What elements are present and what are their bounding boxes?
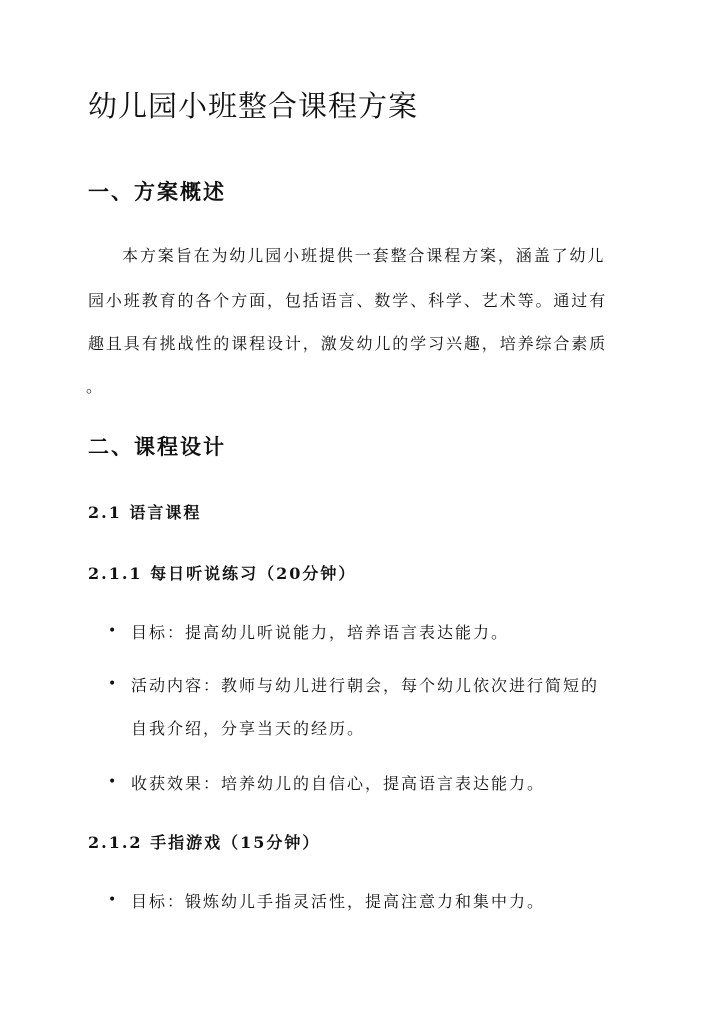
paragraph-line-4: 。 — [86, 377, 104, 396]
bullet-goal: 目标：提高幼儿听说能力，培养语言表达能力。 — [131, 623, 510, 642]
bullet-outcome: 收获效果：培养幼儿的自信心，提高语言表达能力。 — [131, 774, 546, 793]
section-heading-course-design: 二、课程设计 — [88, 434, 226, 459]
item-heading-listening-speaking: 2.1.1 每日听说练习（20分钟） — [88, 564, 357, 583]
bullet-icon: • — [108, 623, 117, 639]
document-title: 幼儿园小班整合课程方案 — [88, 89, 419, 123]
item-heading-finger-games: 2.1.2 手指游戏（15分钟） — [88, 833, 321, 852]
bullet-icon: • — [108, 892, 117, 908]
bullet-icon: • — [108, 676, 117, 692]
paragraph-line-3: 趣且具有挑战性的课程设计，激发幼儿的学习兴趣，培养综合素质 — [88, 334, 608, 353]
subsection-heading-language: 2.1 语言课程 — [88, 503, 202, 522]
bullet-finger-goal: 目标：锻炼幼儿手指灵活性，提高注意力和集中力。 — [131, 892, 546, 911]
bullet-activity-continued: 自我介绍，分享当天的经历。 — [131, 719, 366, 738]
bullet-icon: • — [108, 774, 117, 790]
paragraph-line-2: 园小班教育的各个方面，包括语言、数学、科学、艺术等。通过有 — [88, 291, 608, 310]
bullet-activity: 活动内容：教师与幼儿进行朝会，每个幼儿依次进行简短的 — [131, 676, 600, 695]
section-heading-overview: 一、方案概述 — [88, 179, 226, 204]
paragraph-line-1: 本方案旨在为幼儿园小班提供一套整合课程方案，涵盖了幼儿 — [122, 246, 606, 265]
